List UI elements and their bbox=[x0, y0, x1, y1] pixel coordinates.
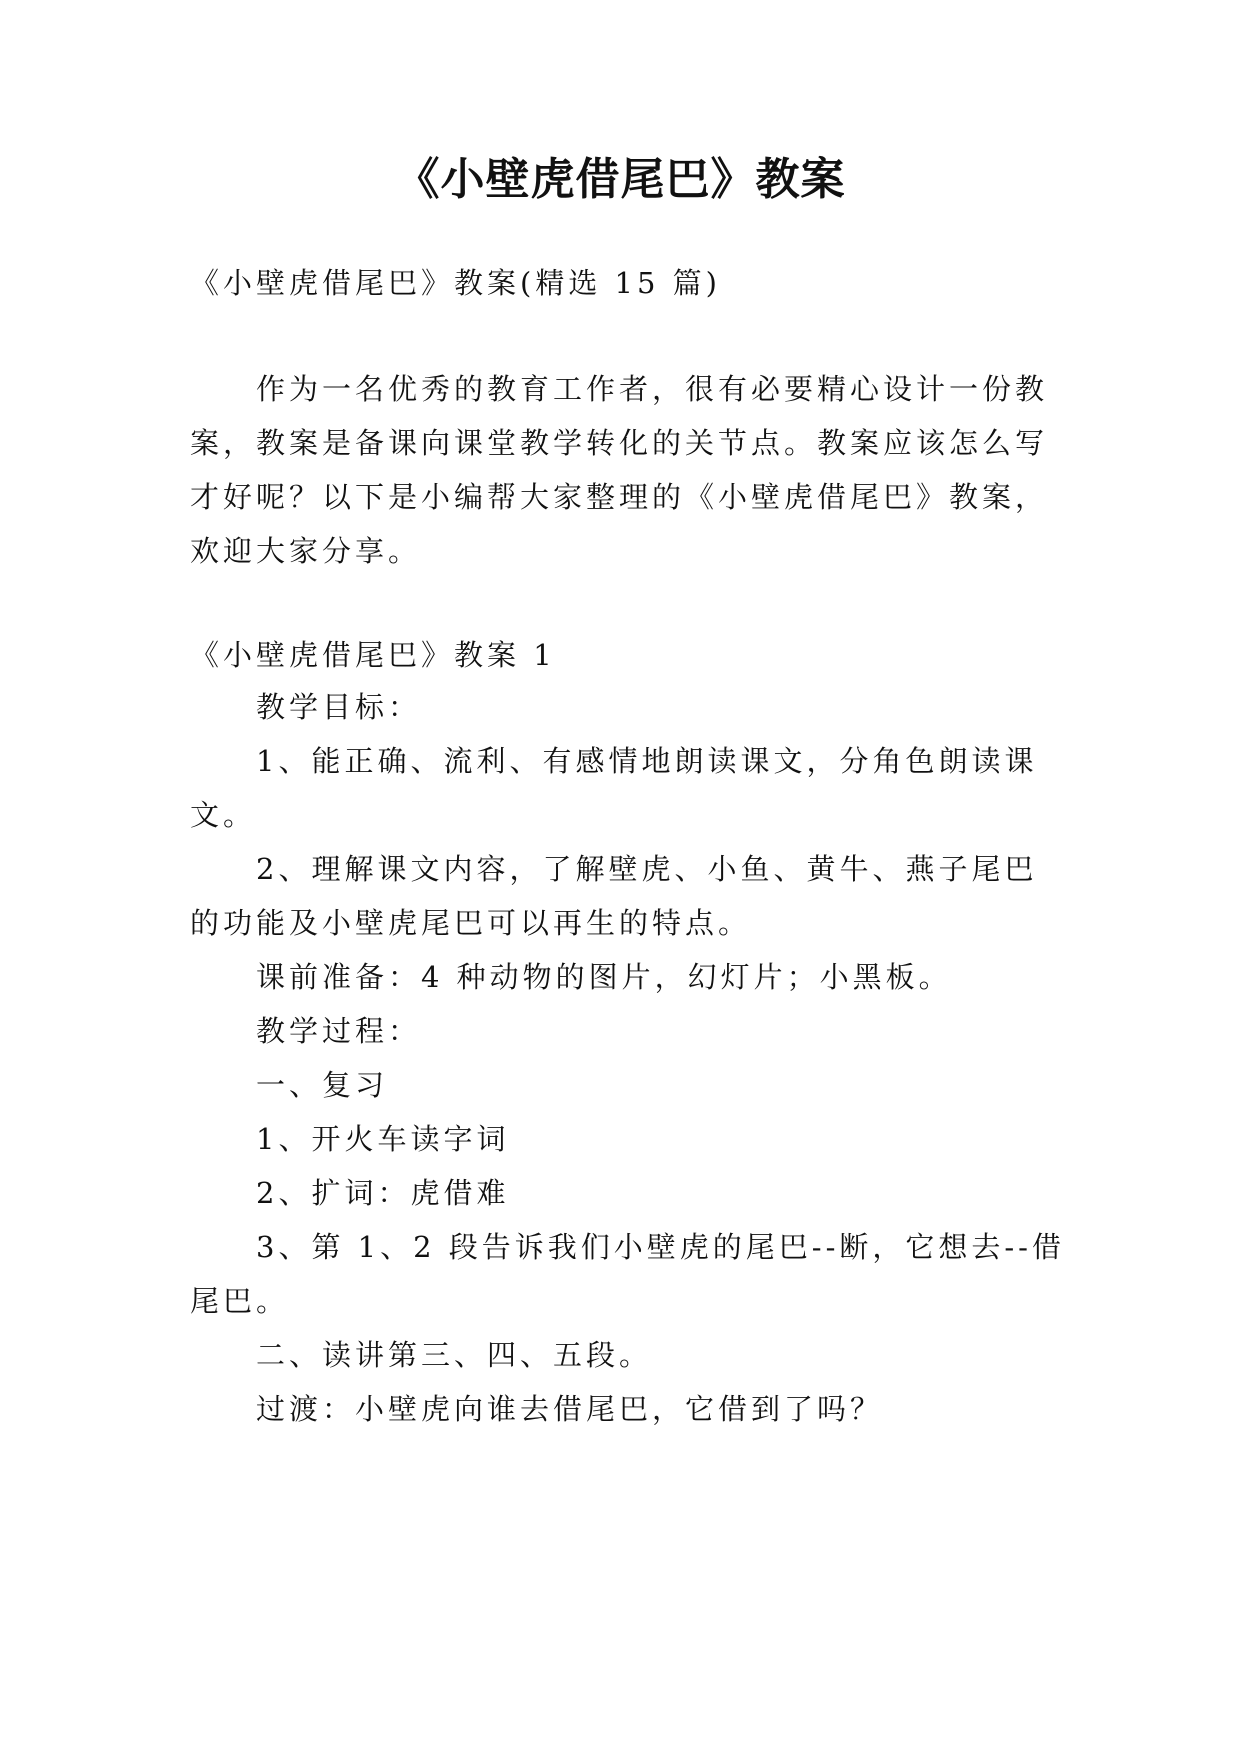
intro-line-4: 欢迎大家分享。 bbox=[190, 534, 422, 568]
goal-1-line-2: 文。 bbox=[190, 798, 257, 832]
document-subtitle: 《小壁虎借尾巴》教案(精选 15 篇) bbox=[190, 266, 721, 300]
review-item-2: 2、扩词：虎借难 bbox=[256, 1176, 510, 1210]
goal-2-line-2: 的功能及小壁虎尾巴可以再生的特点。 bbox=[190, 906, 752, 940]
intro-line-3: 才好呢？以下是小编帮大家整理的《小壁虎借尾巴》教案， bbox=[190, 480, 1049, 514]
intro-line-2: 案，教案是备课向课堂教学转化的关节点。教案应该怎么写 bbox=[190, 426, 1049, 460]
review-item-1: 1、开火车读字词 bbox=[256, 1122, 510, 1156]
goal-2-line-1: 2、理解课文内容，了解壁虎、小鱼、黄牛、燕子尾巴 bbox=[256, 852, 1038, 886]
review-item-3-line-1: 3、第 1、2 段告诉我们小壁虎的尾巴--断，它想去--借 bbox=[256, 1230, 1065, 1264]
document-title: 《小壁虎借尾巴》教案 bbox=[395, 154, 846, 205]
goal-1-line-1: 1、能正确、流利、有感情地朗读课文，分角色朗读课 bbox=[256, 744, 1038, 778]
process-heading: 教学过程： bbox=[256, 1014, 422, 1048]
goals-heading: 教学目标： bbox=[256, 690, 422, 724]
part-2-heading: 二、读讲第三、四、五段。 bbox=[256, 1338, 653, 1372]
section-heading: 《小壁虎借尾巴》教案 1 bbox=[190, 638, 556, 672]
intro-line-1: 作为一名优秀的教育工作者，很有必要精心设计一份教 bbox=[256, 372, 1049, 406]
preparation-line: 课前准备：4 种动物的图片，幻灯片；小黑板。 bbox=[256, 960, 952, 994]
transition-line: 过渡：小壁虎向谁去借尾巴，它借到了吗？ bbox=[256, 1392, 884, 1426]
part-1-heading: 一、复习 bbox=[256, 1068, 389, 1102]
review-item-3-line-2: 尾巴。 bbox=[190, 1284, 290, 1318]
